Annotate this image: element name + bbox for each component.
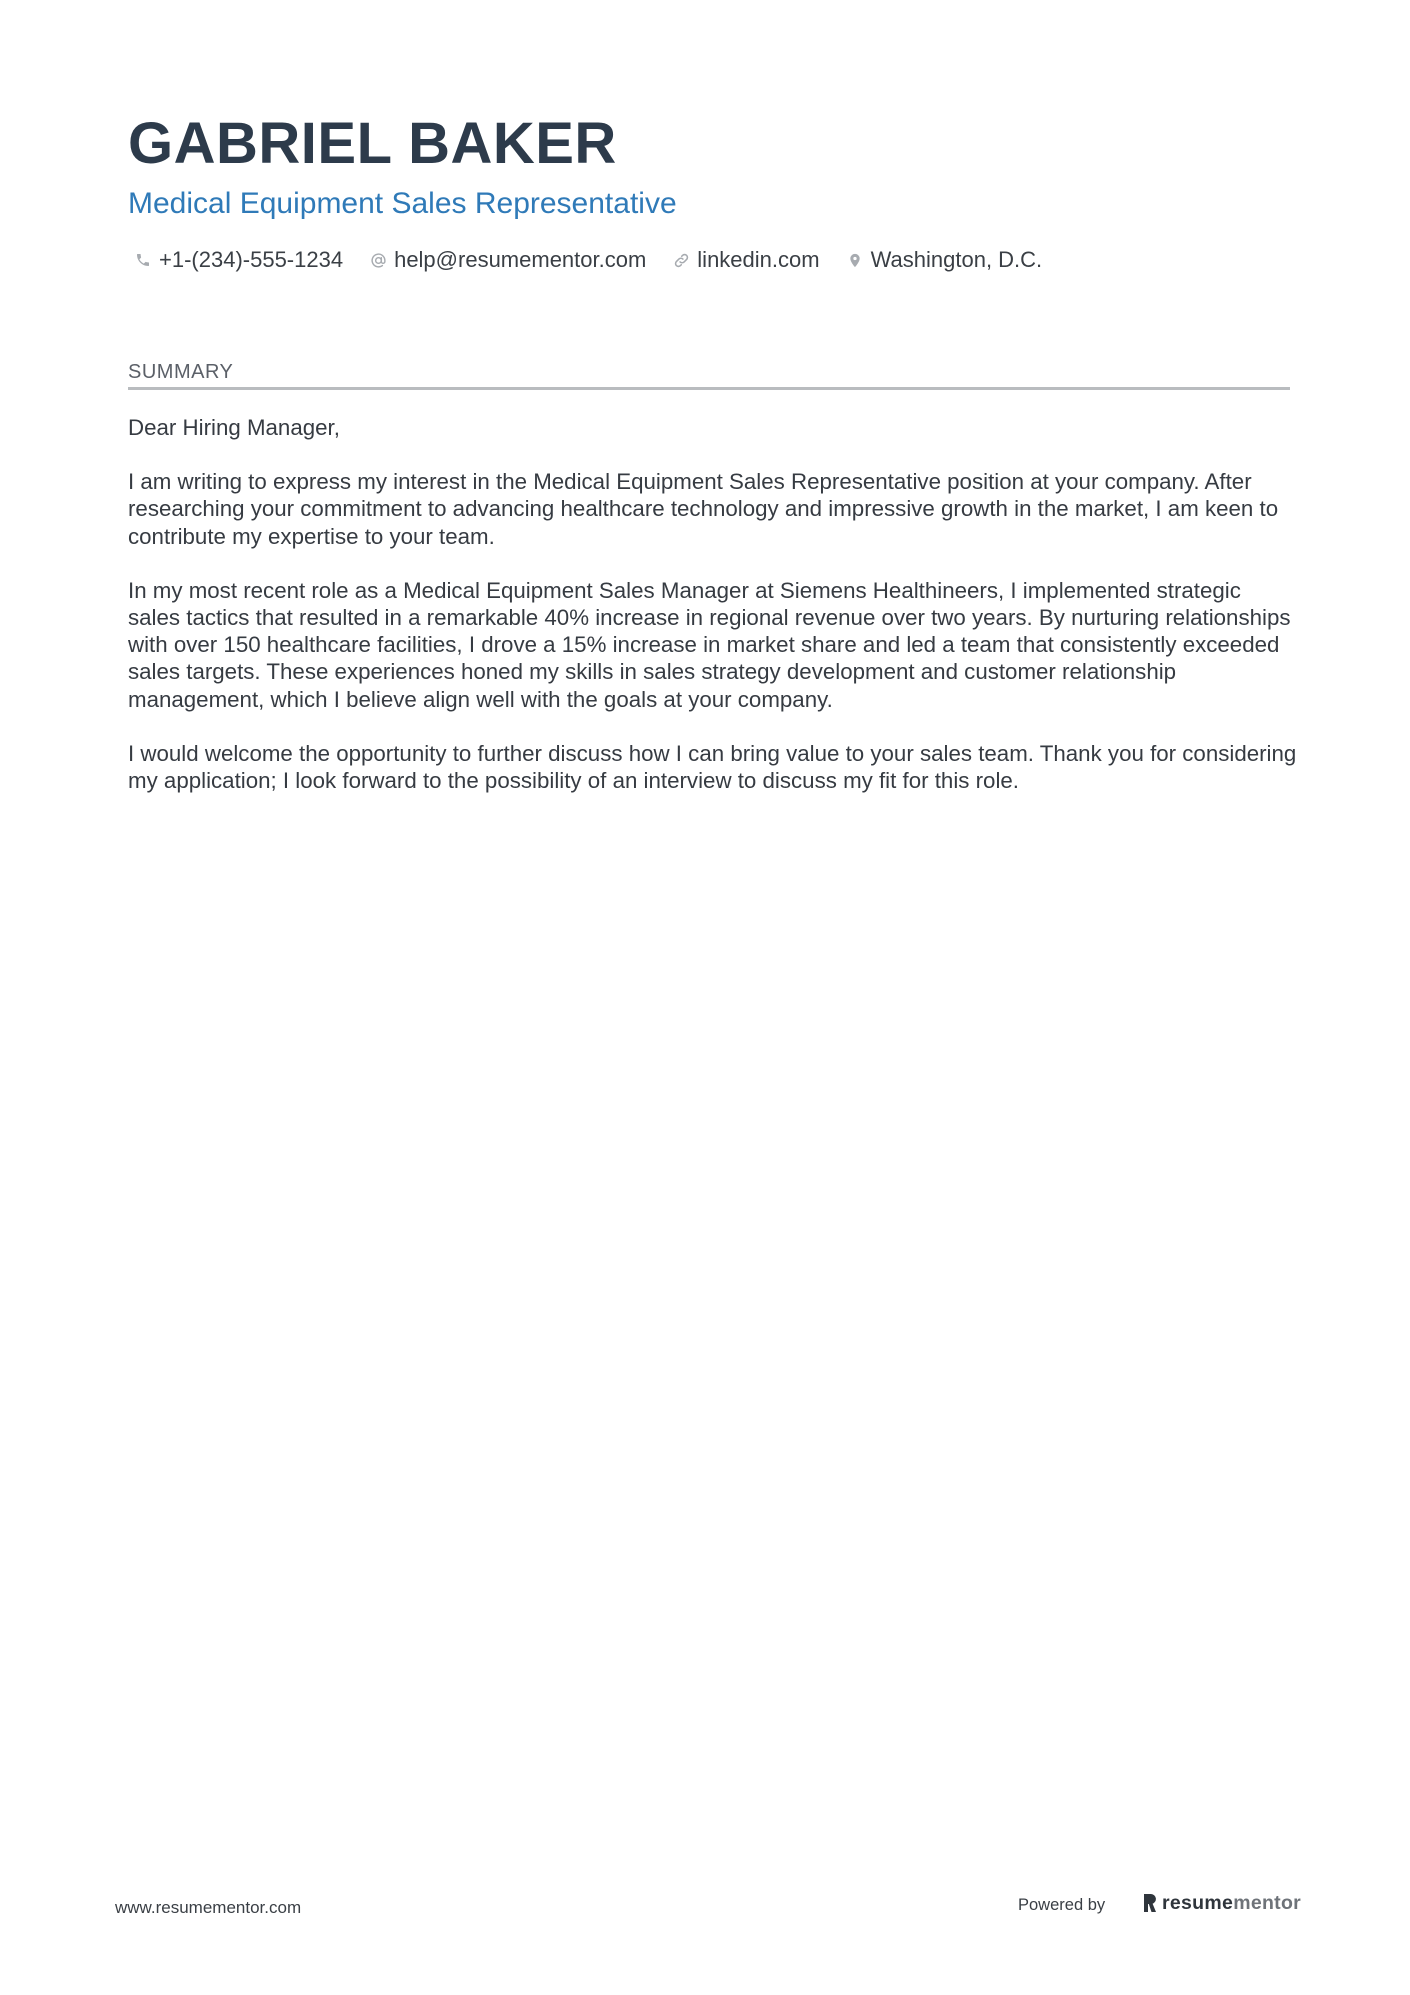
contact-row: [134, 244, 1042, 276]
section-divider: [128, 387, 1290, 390]
brand-wordmark: [1162, 1890, 1301, 1916]
location-text: Washington, D.C.: [870, 247, 1043, 272]
footer-website-link[interactable]: www.resumementor.com: [115, 1898, 302, 1917]
at-icon: [369, 251, 387, 269]
letter-paragraph-2: In my most recent role as a Medical Equipment Sales Manager at Siemens Healthineers, I implemented strategic sales tactics that resulted in a remarkable 40% increase in regional revenue over two years. By nurturing relationships with over 150 healthcare facilities, I drove a 15% increase in market share and led a team that consistently exceeded sales targets. These experiences honed my skills in sales strategy development and customer relationship management, which I believe align well with the goals at your company.: [128, 577, 1291, 712]
resumementor-logo-icon: [1142, 1893, 1158, 1913]
applicant-name: GABRIEL BAKER: [128, 111, 617, 176]
phone-icon: [134, 251, 152, 269]
brand-logo[interactable]: [1142, 1890, 1301, 1916]
brand-wordmark-light: mentor: [1233, 1892, 1302, 1914]
powered-by-label: Powered by: [1018, 1896, 1106, 1914]
linkedin-text[interactable]: linkedin.com: [697, 247, 820, 272]
letter-greeting: Dear Hiring Manager,: [128, 415, 340, 440]
letter-body: [128, 414, 1298, 821]
brand-wordmark-main: resume: [1162, 1892, 1234, 1914]
section-title-summary: SUMMARY: [128, 361, 234, 383]
phone-text[interactable]: +1-(234)-555-1234: [159, 247, 344, 272]
email-text[interactable]: help@resumementor.com: [394, 247, 647, 272]
contact-email: [369, 244, 646, 276]
job-title: Medical Equipment Sales Representative: [128, 187, 677, 220]
location-pin-icon: [846, 251, 864, 269]
letter-paragraph-1: I am writing to express my interest in the Medical Equipment Sales Representative position at your company. After researching your commitment to advancing healthcare technology and impressive growth in the market, I am keen to contribute my expertise to your team.: [128, 469, 1279, 549]
contact-linkedin: [672, 244, 819, 276]
contact-location: [846, 244, 1043, 276]
letter-paragraph-3: I would welcome the opportunity to further discuss how I can bring value to your sales team. Thank you for considering my application; I look forward to the possibility of an interview to discuss my fit for this role.: [128, 740, 1297, 794]
contact-phone: [134, 244, 343, 276]
link-icon: [672, 251, 690, 269]
